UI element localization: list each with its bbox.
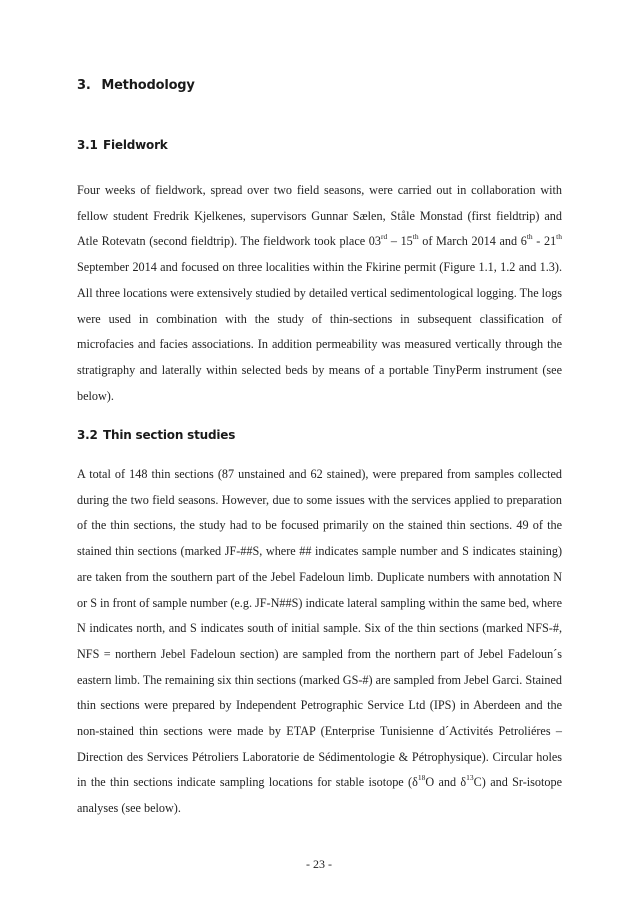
text-segment: – 15 xyxy=(387,234,413,249)
text-segment: September 2014 and focused on three localities within the Fkirine permit (Figure 1.1, 1.2 and 1.3). All three locations were extensively studied by detailed vertical sedimentological logging. The logs were used in combination with the study of thin-sections in subsequent classification of microfacies and facies associations. In addition permeability was measured vertically through the stratigraphy and laterally within selected beds by means of a portable TinyPerm instrument (see below). xyxy=(77,260,562,403)
superscript: rd xyxy=(380,232,388,242)
subsection-heading-fieldwork xyxy=(77,138,168,152)
text-segment: Four weeks of fieldwork, spread over two field seasons, were carried out in collaboration with fellow student Fredrik Kjelkenes, supervisors Gunnar Sælen, Ståle Monstad (first fieldtrip) and Atle Rotevatn (second fieldtrip). The fieldwork took place 03 xyxy=(77,183,562,249)
subsection-number: 3.1 xyxy=(77,138,98,152)
text-segment: - 21 xyxy=(532,234,557,249)
superscript: th xyxy=(526,232,533,242)
paragraph-fieldwork xyxy=(77,178,562,409)
text-segment: C) and Sr-isotope analyses (see below). xyxy=(77,775,562,816)
subsection-heading-thin-section xyxy=(77,428,235,442)
superscript: 18 xyxy=(417,773,426,783)
text-segment: A total of 148 thin sections (87 unstained and 62 stained), were prepared from samples collected during the two field seasons. However, due to some issues with the services applied to preparation of the thin sections, the study had to be focused primarily on the stained thin sections. 49 of the stained thin sections (marked JF-##S, where ## indicates sample number and S indicates staining) are taken from the southern part of the Jebel Fadeloun limb. Duplicate numbers with annotation N or S in front of sample number (e.g. JF-N##S) indicate lateral sampling within the same bed, where N indicates north, and S indicates south of initial sample. Six of the thin sections (marked NFS-#, NFS = northern Jebel Fadeloun section) are sampled from the northern part of Jebel Fadeloun´s eastern limb. The remaining six thin sections (marked GS-#) are sampled from Jebel Garci. Stained thin sections were prepared by Independent Petrographic Service Ltd (IPS) in Aberdeen and the non-stained thin sections were made by ETAP (Enterprise Tunisienne d´Activités Petroliéres – Direction des Services Pétroliers Laboratorie de Sédimentologie & Pétrophysique). Circular holes in the thin sections indicate sampling locations for stable isotope (δ xyxy=(77,467,563,790)
page-number: - 23 - xyxy=(306,857,332,871)
subsection-number: 3.2 xyxy=(77,428,98,442)
text-segment: of March 2014 and 6 xyxy=(418,234,527,249)
section-heading-methodology xyxy=(77,78,195,93)
paragraph-thin-section xyxy=(77,462,562,822)
superscript: th xyxy=(556,232,563,242)
section-number: 3. xyxy=(77,78,91,93)
superscript: 13 xyxy=(466,773,474,783)
superscript: th xyxy=(412,232,419,242)
section-title: Methodology xyxy=(101,78,195,93)
text-segment: O and δ xyxy=(425,775,467,790)
subsection-title: Fieldwork xyxy=(102,138,168,152)
subsection-title: Thin section studies xyxy=(102,428,236,442)
